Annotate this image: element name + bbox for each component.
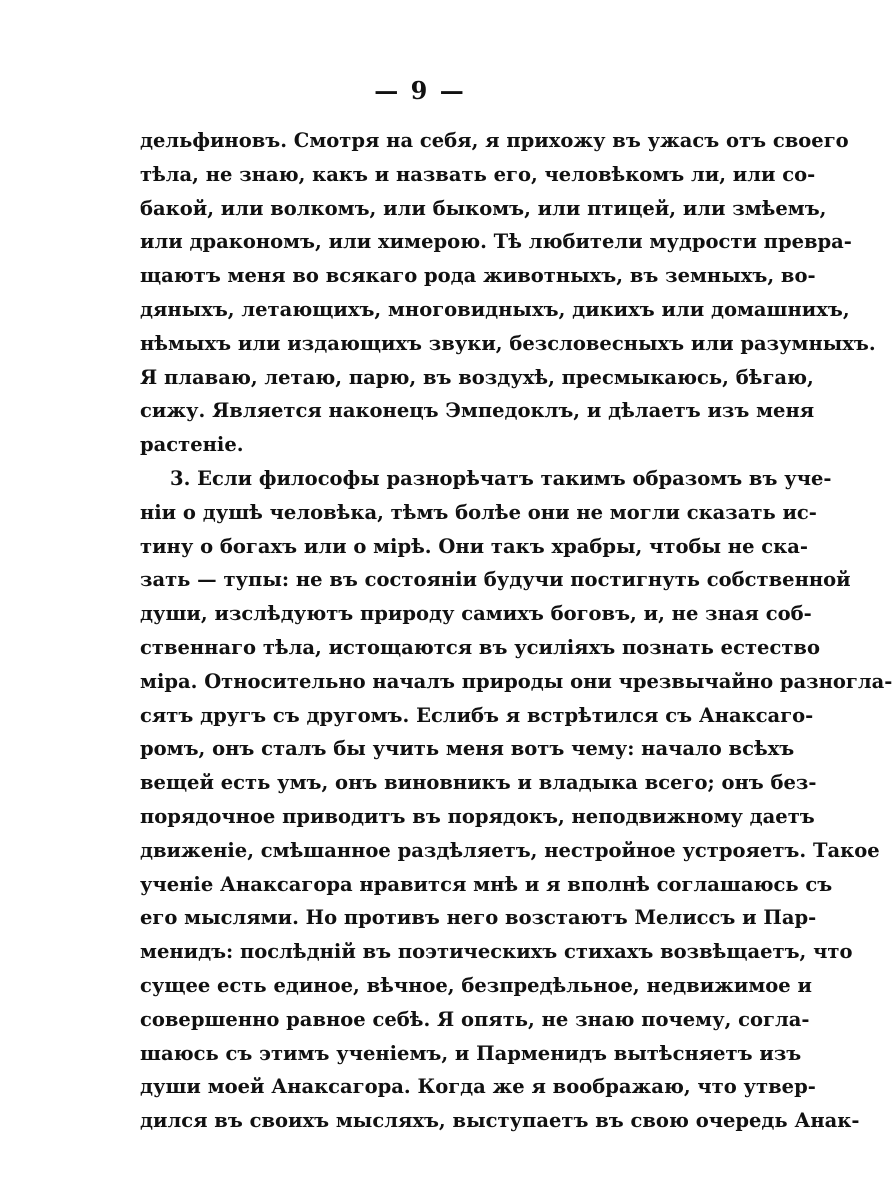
page-number: — 9 — (374, 76, 466, 105)
text-line: тину о богахъ или о мірѣ. Они такъ храбры, чтобы не ска- (140, 534, 808, 558)
text-line: порядочное приводитъ въ порядокъ, неподвижному даетъ (140, 804, 815, 828)
paragraph-end-line: растеніе. (140, 433, 244, 457)
text-line: сижу. Является наконецъ Эмпедоклъ, и дѣлаетъ изъ меня (140, 399, 815, 423)
text-line: его мыслями. Но противъ него возстаютъ Мелиссъ и Пар- (140, 906, 817, 930)
text-line: тѣла, не знаю, какъ и назвать его, человѣкомъ ли, или со- (140, 162, 816, 186)
text-line: сятъ другъ съ другомъ. Еслибъ я встрѣтился съ Анаксаго- (140, 703, 814, 727)
text-line: вещей есть умъ, онъ виновникъ и владыка всего; онъ без- (140, 771, 817, 795)
body-text (140, 124, 892, 1138)
text-line: зать — тупы: не въ состояніи будучи постигнуть собственной (140, 568, 851, 592)
text-line: души моей Анаксагора. Когда же я воображаю, что утвер- (140, 1075, 816, 1099)
text-line: щаютъ меня во всякаго рода животныхъ, въ земныхъ, во- (140, 264, 816, 288)
text-line: нѣмыхъ или издающихъ звуки, безсловесныхъ или разумныхъ. (140, 331, 876, 355)
text-line: міра. Относительно началъ природы они чрезвычайно разногла- (140, 669, 892, 693)
text-line: движеніе, смѣшанное раздѣляетъ, нестройное устрояетъ. Такое (140, 838, 880, 862)
text-line: ромъ, онъ сталъ бы учить меня вотъ чему: начало всѣхъ (140, 737, 795, 761)
text-line: менидъ: послѣдній въ поэтическихъ стихахъ возвѣщаетъ, что (140, 940, 853, 964)
text-line: сущее есть единое, вѣчное, безпредѣльное, недвижимое и (140, 973, 812, 997)
text-line: или дракономъ, или химерою. Тѣ любители мудрости превра- (140, 230, 852, 254)
text-line: дился въ своихъ мысляхъ, выступаетъ въ свою очередь Анак- (140, 1109, 860, 1133)
text-line: Я плаваю, летаю, парю, въ воздухѣ, пресмыкаюсь, бѣгаю, (140, 365, 814, 389)
text-line: души, изслѣдуютъ природу самихъ боговъ, и, не зная соб- (140, 602, 812, 626)
text-line: дяныхъ, летающихъ, многовидныхъ, дикихъ или домашнихъ, (140, 297, 850, 321)
text-line: дельфиновъ. Смотря на себя, я прихожу въ ужасъ отъ своего (140, 129, 849, 152)
paragraph-start-line: 3. Если философы разнорѣчатъ такимъ образомъ въ уче- (170, 466, 832, 490)
text-line: бакой, или волкомъ, или быкомъ, или птицей, или змѣемъ, (140, 196, 827, 220)
text-line: совершенно равное себѣ. Я опять, не знаю почему, согла- (140, 1007, 810, 1031)
text-line: ственнаго тѣла, истощаются въ усиліяхъ познать естество (140, 635, 820, 659)
text-line: шаюсь съ этимъ ученіемъ, и Парменидъ вытѣсняетъ изъ (140, 1041, 802, 1065)
text-line: ученіе Анаксагора нравится мнѣ и я вполнѣ соглашаюсь съ (140, 872, 833, 896)
text-line: ніи о душѣ человѣка, тѣмъ болѣе они не могли сказать ис- (140, 500, 817, 524)
